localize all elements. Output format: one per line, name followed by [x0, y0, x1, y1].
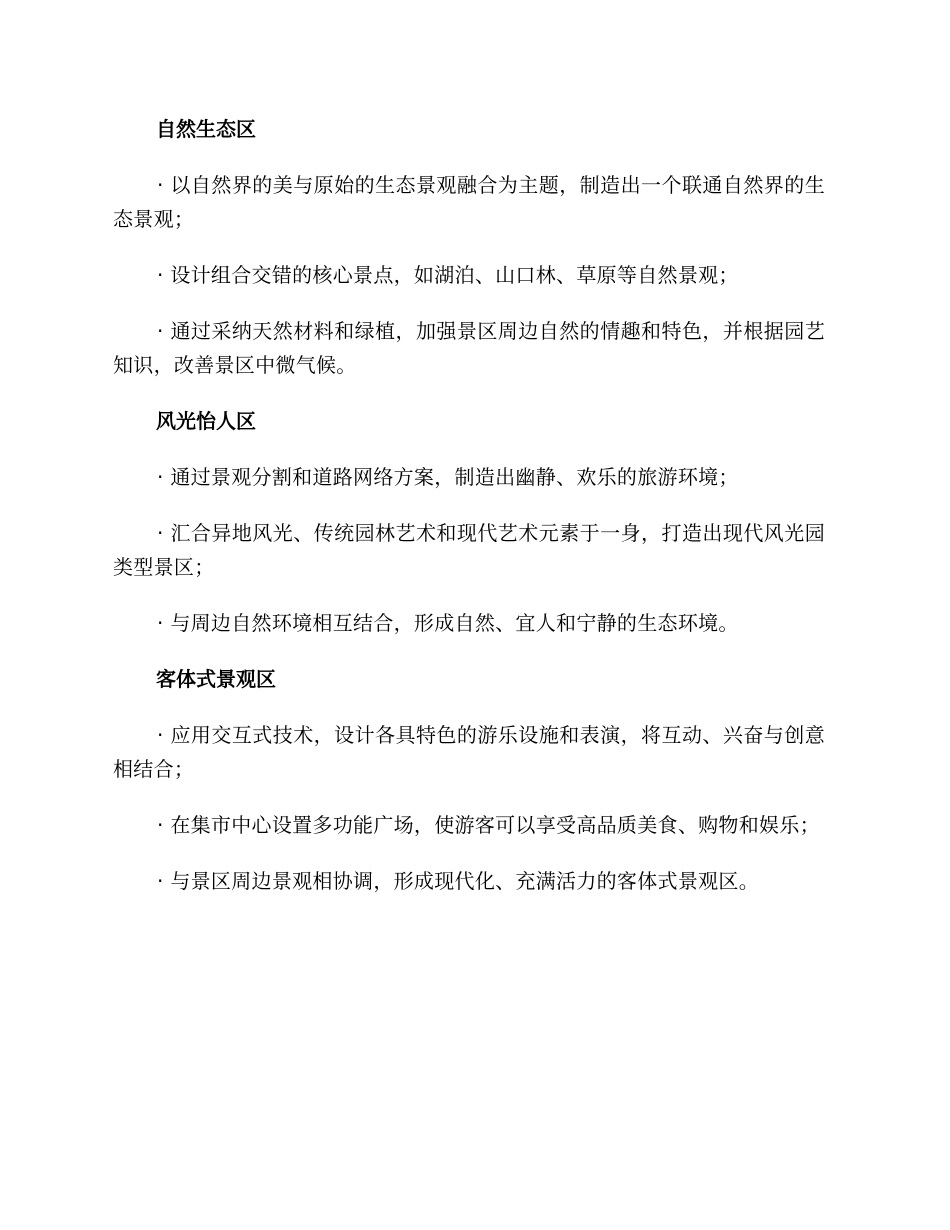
section-heading: 客体式景观区 [156, 667, 276, 691]
document-page [113, 112, 825, 920]
bullet-paragraph: · 以自然界的美与原始的生态景观融合为主题，制造出一个联通自然界的生态景观； [113, 173, 825, 231]
bullet-paragraph: · 与周边自然环境相互结合，形成自然、宜人和宁静的生态环境。 [157, 611, 739, 635]
bullet-paragraph: · 设计组合交错的核心景点，如湖泊、山口林、草原等自然景观； [157, 263, 739, 287]
bullet-paragraph: · 应用交互式技术，设计各具特色的游乐设施和表演，将互动、兴奋与创意相结合； [113, 723, 825, 781]
bullet-paragraph: · 与景区周边景观相协调，形成现代化、充满活力的客体式景观区。 [157, 869, 760, 893]
bullet-paragraph: · 在集市中心设置多功能广场，使游客可以享受高品质美食、购物和娱乐； [157, 813, 820, 837]
bullet-paragraph: · 通过采纳天然材料和绿植，加强景区周边自然的情趣和特色，并根据园艺知识，改善景区中微气候。 [113, 319, 825, 377]
bullet-paragraph: · 汇合异地风光、传统园林艺术和现代艺术元素于一身，打造出现代风光园类型景区； [113, 521, 825, 579]
section-heading: 自然生态区 [156, 117, 256, 141]
section-natural-ecology [113, 112, 825, 382]
section-scenic-pleasant [113, 404, 825, 640]
section-heading: 风光怡人区 [156, 409, 256, 433]
bullet-paragraph: · 通过景观分割和道路网络方案，制造出幽静、欢乐的旅游环境； [157, 465, 739, 489]
section-object-landscape [113, 662, 825, 898]
